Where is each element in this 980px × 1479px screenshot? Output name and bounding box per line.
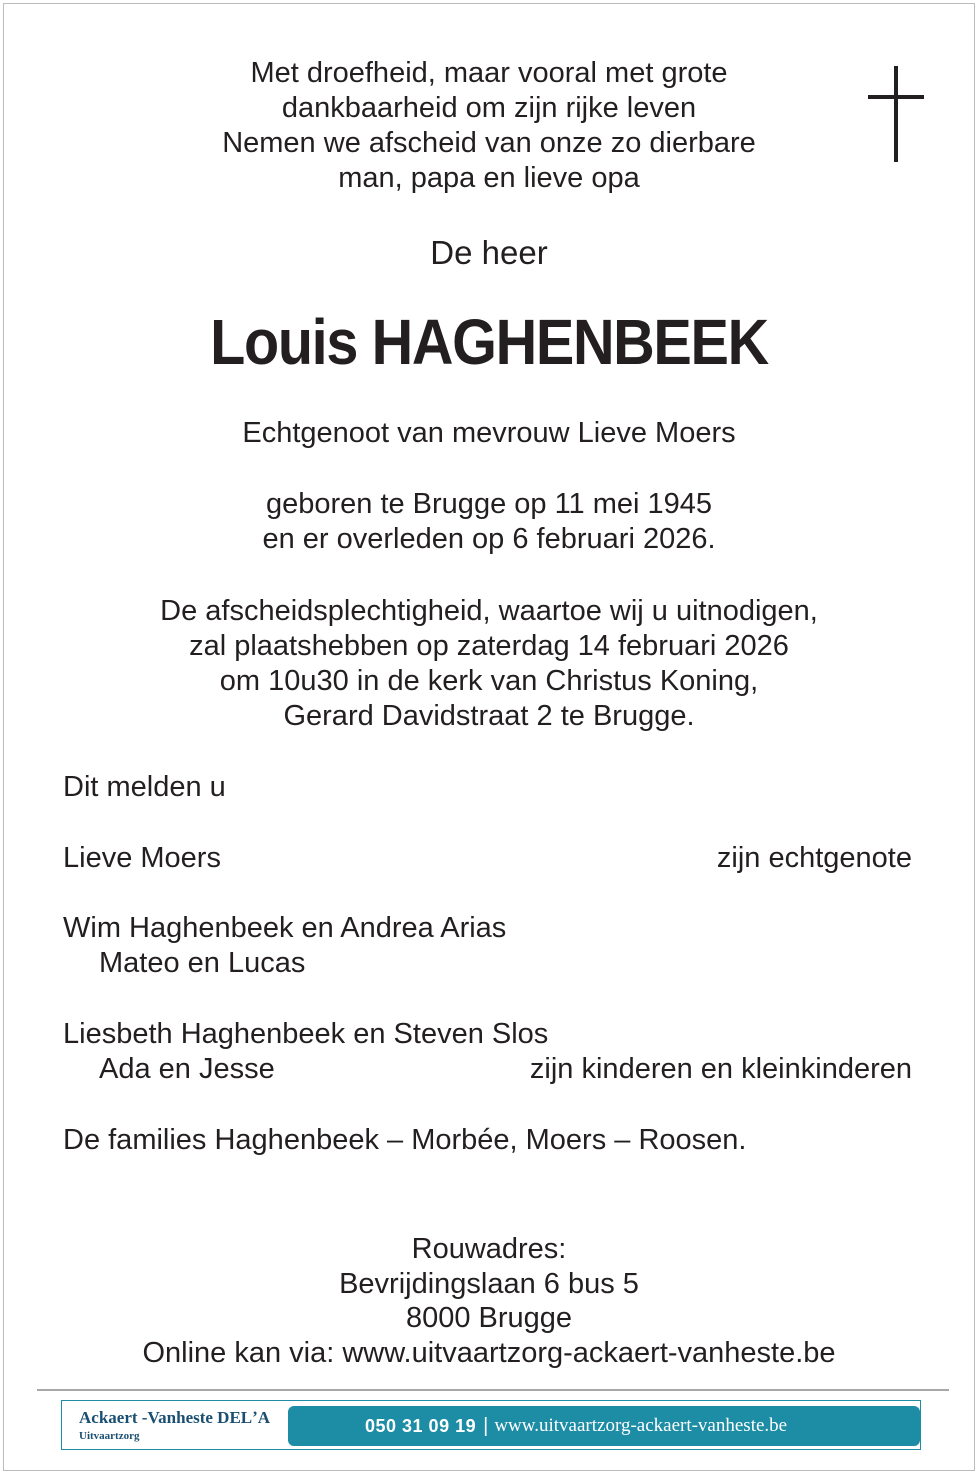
online-condolence: Online kan via: www.uitvaartzorg-ackaert-vanheste.be [142,1336,836,1369]
intro-line: Met droefheid, maar vooral met grote [250,57,728,89]
honorific: De heer [430,234,548,271]
family-row-grandchildren2 [63,1052,912,1087]
divider [37,1389,949,1391]
ceremony-line: De afscheidsplechtigheid, waartoe wij u uitnodigen, [160,595,818,627]
cross-icon [868,66,924,162]
intro-line: Nemen we afscheid van onze zo dierbare [222,127,756,159]
ceremony-line: zal plaatshebben op zaterdag 14 februari 2026 [189,630,789,662]
child2-names: Liesbeth Haghenbeek en Steven Slos [63,1018,549,1050]
spouse-line-text: Echtgenoot van mevrouw Lieve Moers [242,417,736,449]
families-text: De families Haghenbeek – Morbée, Moers – Roosen. [63,1124,747,1156]
phone-number: 050 31 09 19 [365,1415,477,1436]
address-label: Rouwadres: [411,1233,567,1265]
intro-line: man, papa en lieve opa [338,162,640,194]
children-role: zijn kinderen en kleinkinderen [529,1053,912,1085]
birth-line: geboren te Brugge op 11 mei 1945 [265,488,713,520]
family-row-child1 [63,911,912,946]
ceremony-info [4,594,974,734]
grandchildren1-names: Mateo en Lucas [99,947,306,979]
separator: | [483,1414,489,1437]
ceremony-line: Gerard Davidstraat 2 te Brugge. [283,700,695,732]
deceased-name: Louis HAGHENBEEK [210,306,768,378]
contact-bar [288,1406,920,1446]
ceremony-line: om 10u30 in de kerk van Christus Koning, [219,665,759,697]
family-row-spouse [63,841,912,876]
grandchildren2-names: Ada en Jesse [99,1053,275,1085]
family-row-grandchildren1 [63,946,912,981]
address-street: Bevrijdingslaan 6 bus 5 [339,1267,639,1300]
spouse-name: Lieve Moers [63,842,221,874]
obituary-card [3,3,975,1471]
funeral-home-logo: Ackaert -Vanheste DELʼA [79,1408,271,1427]
intro-text [4,56,974,196]
spouse-line [4,416,974,451]
address-city: 8000 Brugge [405,1302,573,1334]
birth-death-info [4,487,974,557]
spouse-role: zijn echtgenote [716,842,912,874]
family-row-child2 [63,1017,912,1052]
announcers-intro [63,770,912,805]
announcers-intro-text: Dit melden u [63,771,226,803]
website-link[interactable]: www.uitvaartzorg-ackaert-vanheste.be [494,1415,788,1436]
mourning-address [4,1232,974,1370]
intro-line: dankbaarheid om zijn rijke leven [281,92,697,124]
child1-names: Wim Haghenbeek en Andrea Arias [63,912,507,944]
families-row [63,1123,912,1158]
funeral-home-footer [61,1400,921,1450]
death-line: en er overleden op 6 februari 2026. [262,523,716,555]
funeral-home-subtitle: Uitvaartzorg [79,1430,140,1442]
